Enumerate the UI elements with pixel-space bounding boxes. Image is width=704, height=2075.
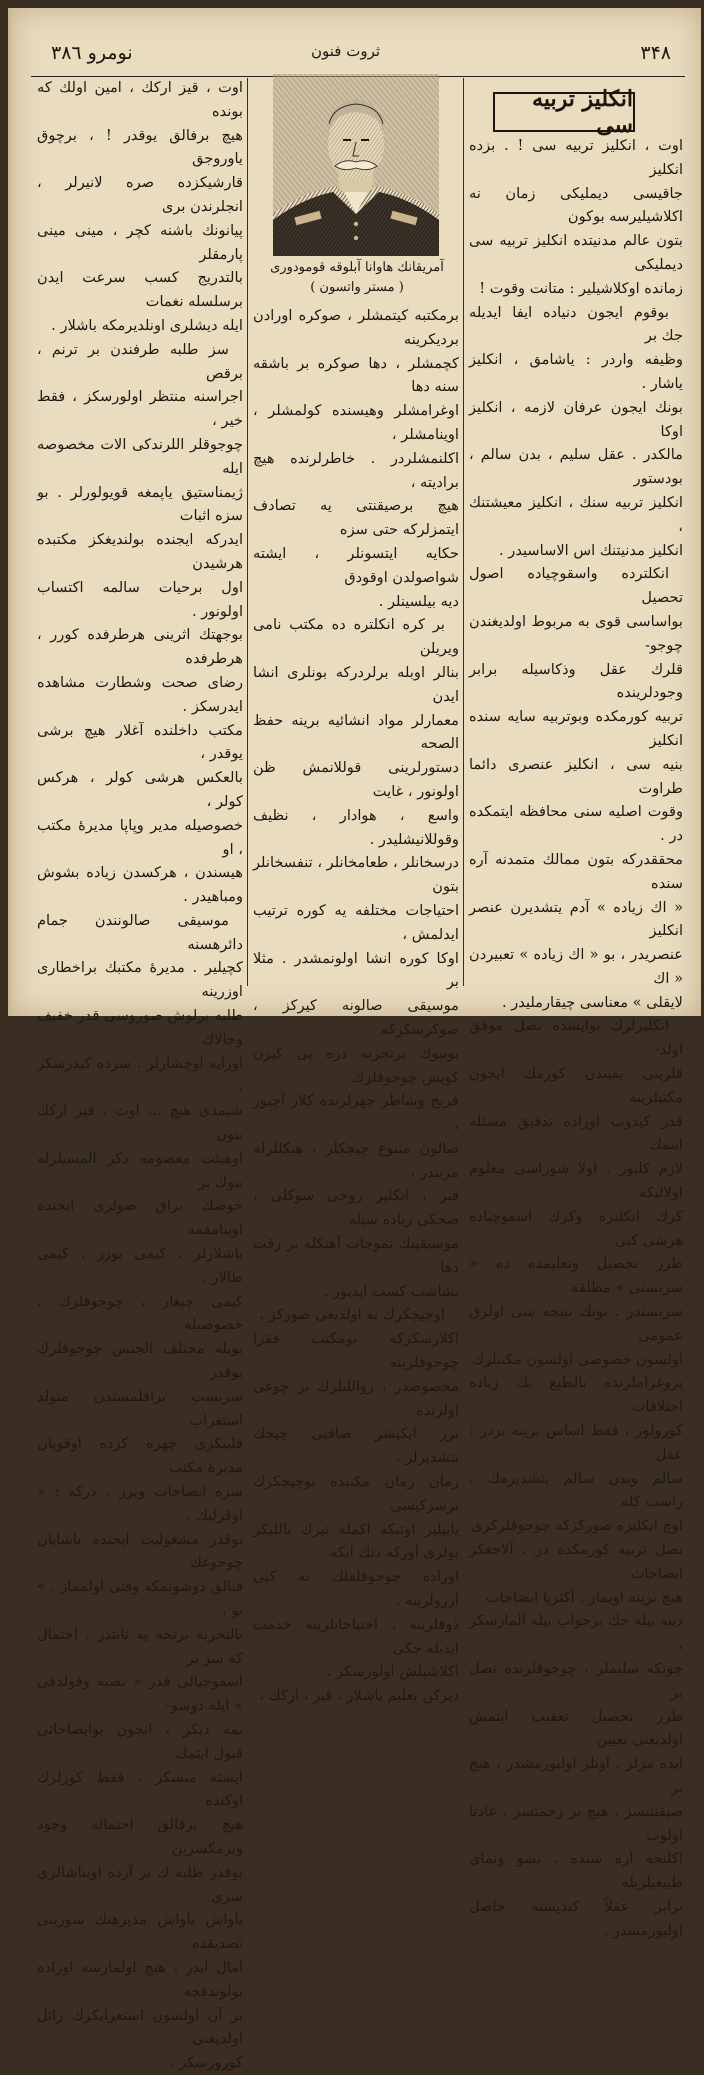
text-line: ایله دیشلری اونلدیرمکه باشلار . bbox=[51, 316, 243, 334]
text-line: ایدرکه ایجنده بولندیغکز مکتبده هرشیدن bbox=[37, 531, 243, 572]
text-line: بالتجربه برتجه یه ثابتدر . احتمال که سز بر bbox=[37, 1625, 243, 1667]
text-line: دستورلرینی قوللانمش ظن اولونور ، غایت bbox=[253, 759, 459, 800]
text-line: کورولور ، فقط اساس برینه بردر : عقل bbox=[469, 1422, 683, 1463]
text-line: صالون متنوع چیچکلر ، هیکللرله مزیندر ، bbox=[253, 1139, 459, 1181]
article-title: انکلیز تربیه سی bbox=[493, 92, 635, 132]
text-line: ژیمناستیق یاپمغه قویولورلر . بو سزه اثبات bbox=[37, 483, 243, 525]
text-line: اوراده چوجوقلقلك نه کبی آرزولرینه ، bbox=[253, 1568, 459, 1610]
text-line: هیچ برصیقنتی یه تصادف ایتمزلرکه حتی سزه bbox=[253, 497, 459, 539]
text-line: بوقدر مشغولیت ایجنده یاشایان چوجوغك bbox=[37, 1530, 243, 1572]
text-line: بوجهتك اثرینی هرطرفده کورر ، هرطرفده bbox=[37, 626, 243, 668]
text-line: حکایه ایتسونلر ، ایشته شواصولدن اوقودق bbox=[253, 544, 459, 586]
text-line: نمه دیکز ، انجون بوایضاحاتی قبول ایتمك bbox=[37, 1720, 243, 1762]
text-line: طرز تحصیل تعقیب ایتمش اولدیغنی تعیین bbox=[469, 1707, 683, 1749]
text-line: ایده مزلر . اونلر اولیورمشدر ، هیچ بر bbox=[469, 1755, 683, 1796]
text-line: زمان زمان مکتبده بوچیچکرك برسرکیسی bbox=[253, 1473, 459, 1514]
text-line: صیقنتیسز ، هیچ بر زحمتسز ، عادتا اولوب bbox=[469, 1802, 683, 1844]
text-line: درسخانلر ، طعامخانلر ، تنفسخانلر بتون bbox=[253, 854, 459, 896]
text-line: هیچ برینه اویماز . آکثریا ایضاحات bbox=[485, 1588, 683, 1606]
text-line: اوت ، قیز ارکك ، امین اولك که بونده bbox=[37, 79, 243, 120]
text-line: فنر ، انکلیز روحی سوکلی ، ضحکی زیاده سیله bbox=[253, 1187, 459, 1229]
text-line: اوچیچکرك نه اولدیغی صورکز ، bbox=[259, 1306, 445, 1324]
text-line: بشاشت کسب ایدیور . bbox=[323, 1282, 459, 1300]
caption-line-2: ( مستر واتسون ) bbox=[310, 280, 404, 295]
text-line: « اك زیاده » آدم یتشدیرن عنصر انکلیز bbox=[469, 898, 683, 940]
text-line: هیسندن ، هرکسدن زیاده بشوش ومباهیدر . bbox=[37, 864, 243, 906]
text-line: بونك ایجون عرفان لازمه ، انکلیز اوکا bbox=[469, 398, 683, 440]
column-divider-right bbox=[463, 78, 464, 986]
journal-title: ثروت فنون bbox=[311, 42, 381, 60]
admiral-portrait-icon bbox=[273, 74, 439, 256]
text-line: نصل تربیه کورمکده در ، آلاجغکز ایضاحات bbox=[469, 1541, 683, 1582]
text-line: پروغراملرنده بالطبع بك زیاده اختلافات bbox=[469, 1374, 683, 1416]
text-line: فنالق دوشونمکه وقتی اولمماز . » بو ، bbox=[37, 1578, 243, 1619]
text-line: تربیه کورمکده وبوتربیه سایه سنده انکلیز bbox=[469, 708, 683, 749]
issue-number: نومرو ۳۸٦ bbox=[51, 42, 133, 64]
text-line: انکلیزلرك بوایشده نصل موفق اولد- bbox=[469, 1017, 683, 1059]
text-line: پیانونك باشنه کچر ، مینی مینی پارمقلر bbox=[37, 221, 243, 263]
text-line: بوبیوك برتجربه دره یی کیرن کوپش چوجوقلرك bbox=[253, 1044, 459, 1086]
text-line: انکلترده واسقوچیاده اصول تحصیل bbox=[469, 565, 683, 607]
text-line: رضای صحت وشطارت مشاهده ایدرسکز . bbox=[37, 673, 243, 715]
text-line: بواساسی قوی به مربوط اولدیغندن چوجو- bbox=[469, 612, 683, 654]
text-line: لایقلی » معناسی چیقارملیدر . bbox=[501, 993, 683, 1011]
text-line: برر ایکیشر صاقیی چیچك بتشدیرلر ، bbox=[253, 1425, 459, 1467]
text-line: سز طلبه طرفندن بر ترنم ، برقص bbox=[37, 340, 243, 382]
text-line: سربستدر . بونك نتیجه سی اولرق عمومی bbox=[469, 1303, 683, 1344]
text-line: کچیلیر . مدیرهٔ مکتبك براخطاری اوزرینه bbox=[37, 959, 243, 1001]
text-line: دیرکن تعلیم باشلار ، قیز ، ارکك ، bbox=[259, 1687, 459, 1705]
text-line: برابر عقلاً کندیسنه حاصل اولیورمشدر . bbox=[469, 1897, 683, 1939]
text-line: انکلیز مدنیتنك اس الاساسیدر . bbox=[499, 541, 683, 559]
text-line: کیمی چیغار ، چوجوقلرك ، خصوصیله bbox=[37, 1292, 243, 1334]
text-line: کچمشلر ، دها صوکره بر باشقه سنه دها bbox=[253, 354, 459, 396]
text-line: سالم وبدن سالم یتشدیرمك . راست کله bbox=[469, 1469, 683, 1511]
text-line: سربست براقلمسندن متولد استغراب bbox=[37, 1387, 243, 1429]
column-right bbox=[469, 134, 683, 1943]
text-line: اورایه اوچشارلر . سزده کیدرسکز ، bbox=[37, 1054, 243, 1096]
text-line: دینه بیله جك برجواب بیله آلمازسکز ، bbox=[469, 1612, 683, 1654]
text-line: دیه بیلسینلر . bbox=[378, 592, 459, 610]
text-line: اوهیئت معصومه ذکر المسیلرله بیوك بر bbox=[37, 1149, 243, 1191]
text-line: بالتدریج کسب سرعت ایدن برسلسله نغمات bbox=[37, 269, 243, 311]
text-line: چوجوقلر اللرندکی الات مخصوصه ایله bbox=[37, 435, 243, 477]
text-line: احتیاجات مختلفه یه کوره ترتیب ایدلمش ، bbox=[253, 901, 459, 943]
text-line: بنالر اوبله برلردرکه بونلری انشا ایدن bbox=[253, 663, 459, 705]
text-line: کورورسکز . bbox=[169, 2054, 243, 2072]
text-line: بوقدر طلبه ك بر آرده اوبناشالری سزی bbox=[37, 1863, 243, 1905]
column-divider-left bbox=[247, 78, 248, 986]
text-line: ذوقلرینه ، احتیاجاتلرینه خدمت ایدیله جکی bbox=[253, 1615, 459, 1657]
text-line: بوبله مختلف الجنس چوجوقلرك بوقدر bbox=[37, 1340, 243, 1382]
text-line: هیچ برقالق احتماله وجود ویرمکسزین bbox=[37, 1816, 243, 1857]
text-line: بنیه سی ، انکلیز عنصری دائما طراوت bbox=[469, 755, 683, 797]
portrait-engraving bbox=[273, 74, 439, 256]
text-line: هیچ برفالق یوقدر ! ، برچوق یاوروجق bbox=[37, 126, 243, 168]
text-line: امال ایدر ، هیچ اولمازسه اوراده بولوندقجه bbox=[37, 1958, 243, 2000]
text-line: طلبه برلوش صوروسی قدر خفیف وچالاك bbox=[37, 1007, 243, 1048]
magazine-page bbox=[8, 8, 701, 2072]
text-line: جاقیسی دیملیکی زمان نه اکلاشیلیرسه بوکون bbox=[469, 184, 683, 226]
text-line: بتون عالم مدنیتده انکلیز تربیه سی دیملیکی bbox=[469, 232, 683, 273]
text-line: اوغرامشلر وهیسنده کولمشلر ، اوینامشلر ، bbox=[253, 402, 459, 443]
text-line: چونکه سلیملر ، چوجوقلرنده نصل بر bbox=[469, 1660, 683, 1701]
text-line: یاواش یاواش مدیرهنك سوزینی تصدیقده bbox=[37, 1911, 243, 1953]
text-line: شیمدی هیچ ... اوت ، قیز ارکك بتون bbox=[37, 1102, 243, 1144]
text-line: مکتب داخلنده آغلار هیچ برشی یوقدر ، bbox=[37, 721, 243, 763]
text-line: اکلارسکزکه بومکتب فقرا چوجوقلرینه bbox=[253, 1330, 459, 1372]
text-line: فریح وشاطر چهرلرنده کلار آچیور ، bbox=[253, 1092, 459, 1134]
text-line: اوکا کوره انشا اولونمشدر . مثلا بر bbox=[253, 949, 459, 991]
text-line: بر آن اولسون استغرابکزك زائل اولدیغنی bbox=[37, 2006, 243, 2048]
text-line: قارشیکزده صره لانیرلر ، انجلرندن بری bbox=[37, 174, 243, 215]
text-line: اکلنمشلردر . خاطرلرنده هیچ برادیته ، bbox=[253, 449, 459, 491]
text-line: باشلارلر . کیمی یوزر ، کیمی طالار ، bbox=[37, 1245, 243, 1286]
text-line: قلرینی یقیندن کورمك ایجون مکتبلرینه bbox=[469, 1065, 683, 1106]
text-line: وظیفه واردر : یاشامق ، انکلیز یاشار . bbox=[469, 351, 683, 392]
text-line: مالکدر . عقل سلیم ، بدن سالم ، بودستور bbox=[469, 446, 683, 488]
page-header bbox=[11, 38, 701, 74]
text-line: مخصوصدر ، زواللیلرك بر چوغی اولرنده bbox=[253, 1377, 459, 1419]
text-line: قلرك عقل وذکاسیله برابر وجودلرینده bbox=[469, 660, 683, 702]
text-line: اکلنجه آره سنده ، نشو ونمای طبیعیلریله bbox=[469, 1850, 683, 1892]
text-line: معمارلر مواد انشائیه برینه حفظ الصحه bbox=[253, 711, 459, 753]
text-line: اجراسنه منتظر اولورسکز ، فقط خیر ، bbox=[37, 388, 243, 430]
text-line: واسع ، هوادار ، نظیف وقوللانیشلیدر . bbox=[253, 806, 459, 848]
column-middle bbox=[253, 304, 459, 1708]
page-number: ۳۴۸ bbox=[640, 42, 671, 64]
text-line: اوچ انکلیزه صورکزکه چوجوقلرکزی bbox=[471, 1517, 683, 1535]
portrait-caption bbox=[257, 258, 457, 298]
text-line: حوضك براق صولری ایجنده اوینامقمه bbox=[37, 1197, 243, 1239]
text-line: اسقوچیالی قدر « نصبه وقولدقی » ایله دوشو- bbox=[37, 1673, 243, 1715]
text-line: کرك انکلتره وکرك اسقوچیاده هرشی کبی bbox=[469, 1207, 683, 1249]
text-line: اوت ، انکلیز تربیه سی ! . بزده انکلیز bbox=[469, 137, 683, 178]
text-line: ایسته منسکز ، فقط کوزلرك اوکنده bbox=[37, 1768, 243, 1810]
text-line: یاپیلیر اوتنکه اکمله تبرك باللیکز بولری آورکه دنك ایکه bbox=[253, 1520, 459, 1562]
text-line: خصوصیله مدیر وپاپا مدیرهٔ مکتب ، او bbox=[37, 816, 243, 858]
text-line: لازم کلیور . اولا شوراسی معلوم اولالیکه bbox=[469, 1160, 683, 1202]
text-line: موسیقینك تموجات آهنکله بر رقت دها bbox=[253, 1235, 459, 1276]
text-line: محققدرکه بتون ممالك متمدنه آره سنده bbox=[469, 850, 683, 892]
text-line: طرز تحصیل وتعلیمده ده « سربستی » مطلقه bbox=[469, 1255, 683, 1297]
text-line: بر کره انکلتره ده مکتب نامی ویریلن bbox=[253, 616, 459, 658]
text-line: موسیقی صالونندن جمام دائرهسنه bbox=[37, 911, 243, 953]
text-line: بوقوم ایجون دنیاده ایفا ایدیله جك بر bbox=[469, 303, 683, 345]
text-line: بالعکس هرشی کولر ، هرکس کولر ، bbox=[37, 769, 243, 810]
text-line: اولسون خصوصی اولسون مکتبلرك bbox=[472, 1350, 683, 1368]
text-line: زمانده اوکلاشیلیر : متانت وقوت ! bbox=[479, 279, 683, 297]
text-line: برمکتبه کیتمشلر ، صوکره اورادن بردیکرینه bbox=[253, 307, 459, 348]
text-line: عنصریدر ، بو « اك زیاده » تعبیردن « اك bbox=[469, 946, 683, 987]
text-line: سزه ایضاحات ویرر ، درکه : « اوقرلیك . bbox=[37, 1483, 243, 1524]
text-line: اکلاشیلش اولورسکز . bbox=[326, 1663, 459, 1681]
text-line: موسیقی صالونه کیرکز ، صوکرسکزکه bbox=[253, 997, 459, 1038]
text-line: قلبیکزی چهره کزده اوقویان مدیرهٔ مکتب bbox=[37, 1435, 243, 1477]
caption-line-1: آمریقانك هاوانا آبلوقه قومودوری bbox=[270, 260, 444, 275]
text-line: وقوت اصلیه سنی محافظه ایتمکده در . bbox=[469, 803, 683, 845]
text-line: قدر کیدوب اوراده تدقیق مسئله ایتمك bbox=[469, 1112, 683, 1154]
text-line: اول برحیات سالمه اکتساب اولونور . bbox=[37, 578, 243, 620]
column-left bbox=[37, 76, 243, 2075]
text-line: انکلیز تربیه سنك ، انکلیز معیشتنك ، bbox=[469, 493, 683, 535]
